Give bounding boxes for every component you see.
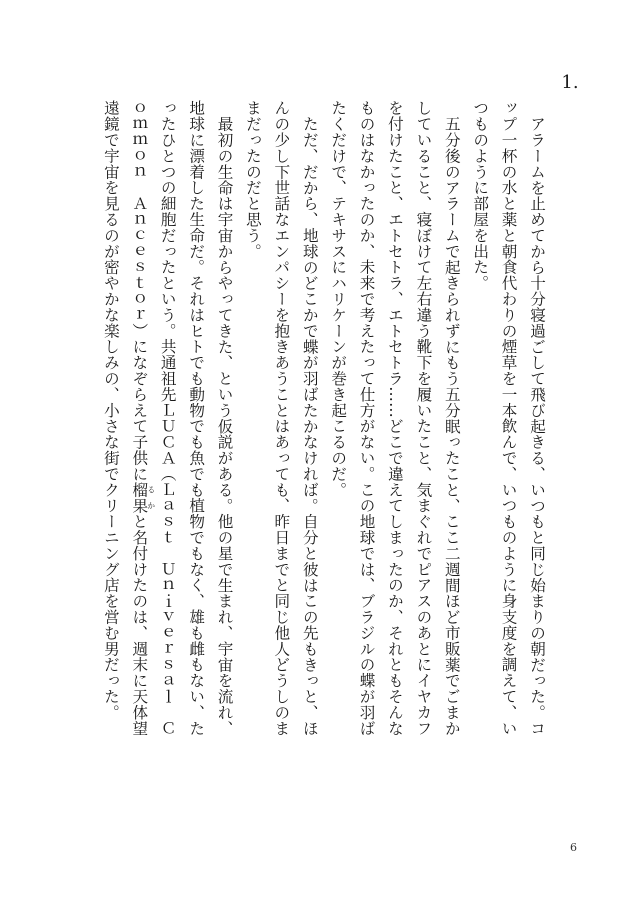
paragraph-text: と名付けたのは、週末に天体望遠鏡で宇宙を見るのが密やかな楽しみの、小さな街でクリーニング店を営む男だった。 xyxy=(101,100,149,737)
chapter-number: 1. xyxy=(561,72,579,93)
ruby-word xyxy=(130,481,156,514)
ruby-reading: るか xyxy=(146,481,156,514)
paragraph: アラームを止めてから十分寝過ごして飛び起きる、いつもと同じ始まりの朝だった。コップ一杯の水と薬と朝食代わりの煙草を一本飲んで、いつものように身支度を調えて、いつものように部屋を出た。 xyxy=(471,100,546,736)
ruby-base: 榴果 xyxy=(130,481,149,514)
paragraph xyxy=(97,100,239,740)
body-text xyxy=(71,100,551,740)
page-number: 6 xyxy=(570,841,577,854)
paragraph-text: 最初の生命は宇宙からやってきた、という仮説がある。他の星で生まれ、宇宙を流れ、地球に漂着した生命だ。それはヒトでも動物でも魚でも植物でもなく、雄も雌もない、たったひとつの細胞だったという。共通祖先ＬＵＣＡ（Ｌａｓｔ Ｕｎｉｖｅｒｓａｌ Ｃｏｍｍｏｎ Ａｎｃｅｓｔｏｒ）になぞらえて子供に xyxy=(130,100,234,736)
paragraph: ただ、だから、地球のどこかで蝶が羽ばたかなければ。自分と彼はこの先もきっと、ほんの少し下世話なエンパシーを抱きあうことはあっても、昨日までと同じ他人どうしのままだったのだと思う。 xyxy=(243,100,319,736)
paragraph: 五分後のアラームで起きられずにもう五分眠ったこと、ここ二週間ほど市販薬でごまかしていること、寝ぼけて左右違う靴下を履いたこと、気まぐれでピアスのあとにイヤカフを付けたこと、エトセトラ、エトセトラ……どこで違えてしまったのか、それともそんなものはなかったのか、未来で考えたって仕方がない。この地球では、ブラジルの蝶が羽ばたくだけで、テキサスにハリケーンが巻き起こるのだ。 xyxy=(329,100,461,736)
